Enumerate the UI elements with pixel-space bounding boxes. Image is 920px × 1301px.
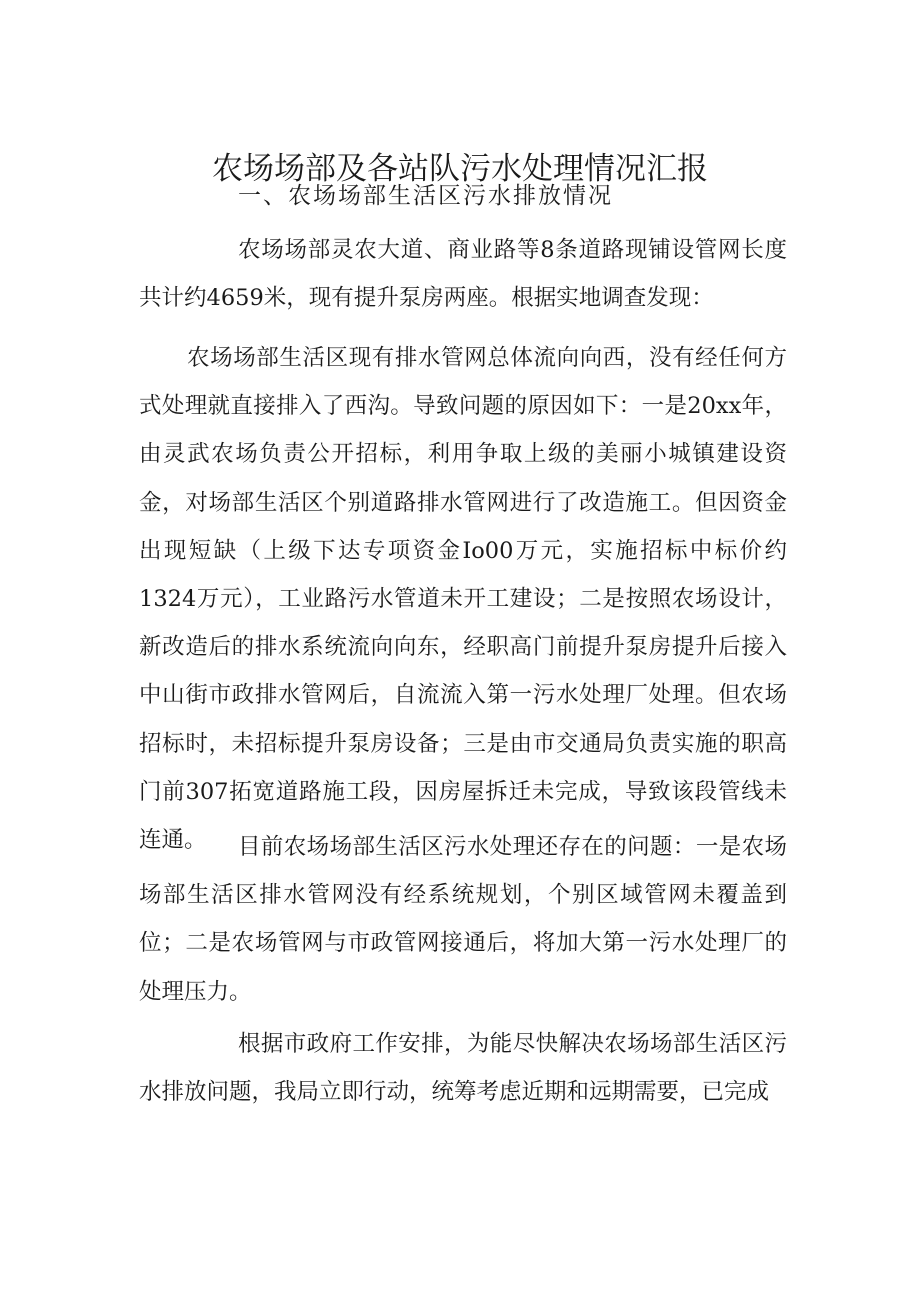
paragraph-existing-problems: 目前农场场部生活区污水处理还存在的问题：一是农场场部生活区排水管网没有经系统规划，个别区域管网未覆盖到位；二是农场管网与市政管网接通后，将加大第一污水处理厂的处理压力。 (139, 834, 787, 1005)
paragraph-drainage-causes: 农场场部生活区现有排水管网总体流向向西，没有经任何方式处理就直接排入了西沟。导致问题的原因如下：一是20xx年，由灵武农场负责公开招标，利用争取上级的美丽小城镇建设资金，对场部生活区个别道路排水管网进行了改造施工。但因资金出现短缺（上级下达专项资金Io00万元，实施招标中标价约1324万元），工业路污水管道未开工建设；二是按照农场设计，新改造后的排水系统流向向东，经职高门前提升泵房提升后接入中山街市政排水管网后，自流流入第一污水处理厂处理。但农场招标时，未招标提升泵房设备；三是由市交通局负责实施的职高门前307拓宽道路施工段，因房屋拆迁未完成，导致该段管线未连通。 (139, 345, 787, 854)
paragraph-actions: 根据市政府工作安排，为能尽快解决农场场部生活区污水排放问题，我局立即行动，统筹考虑近期和远期需要，已完成 (139, 1031, 787, 1106)
paragraph-pipe-network: 农场场部灵农大道、商业路等8条道路现铺设管网长度共计约4659米，现有提升泵房两座。根据实地调查发现： (139, 237, 787, 312)
section-heading: 一、农场场部生活区污水排放情况 (238, 183, 613, 209)
document-title: 农场场部及各站队污水处理情况汇报 (212, 150, 708, 187)
